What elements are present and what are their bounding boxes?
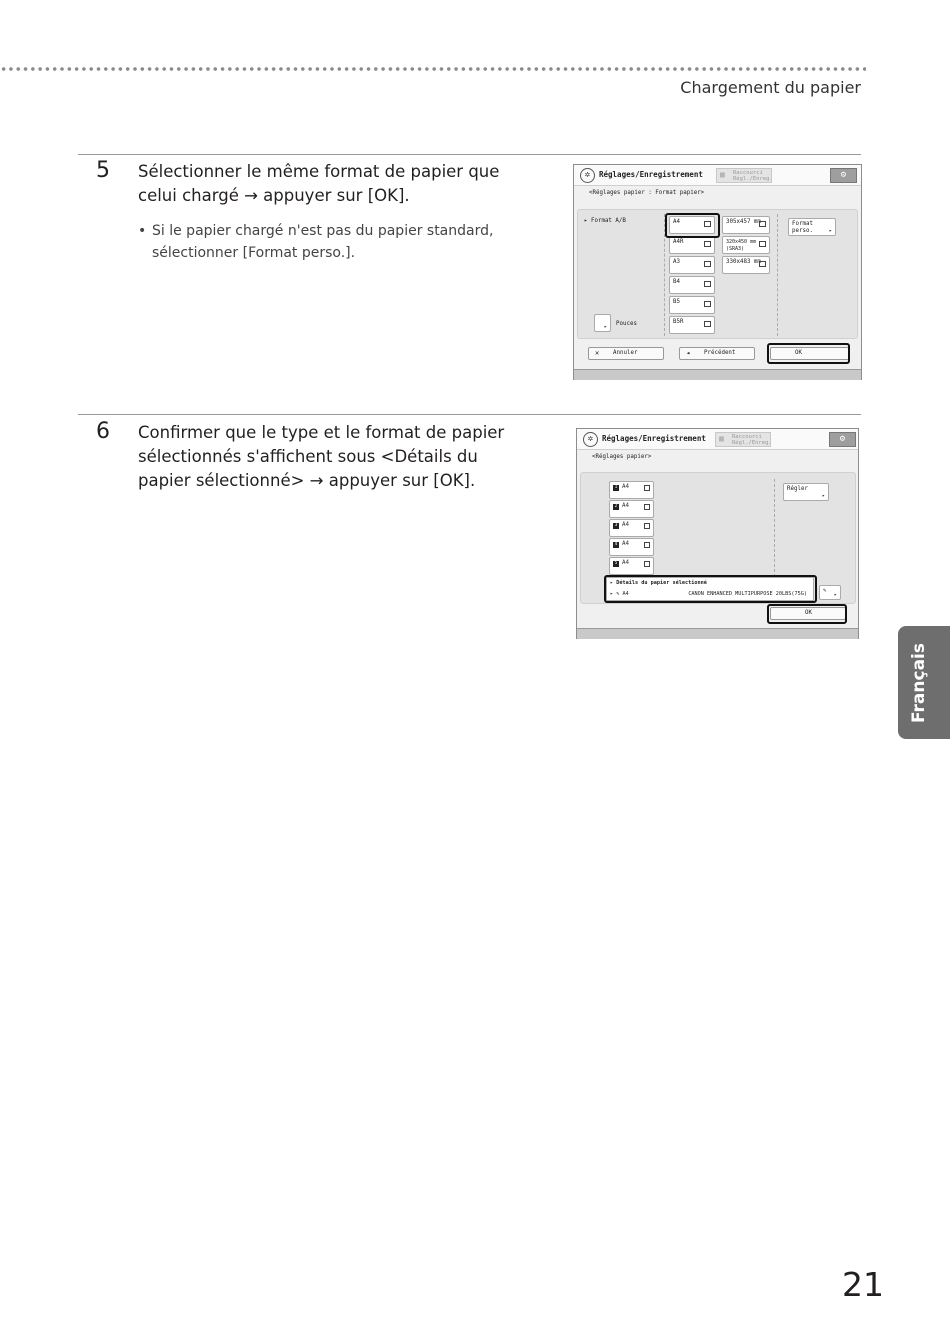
previous-button[interactable]: ◂ Précédent <box>679 347 755 360</box>
shortcut-icon: ▦ <box>720 170 725 179</box>
paper-type-edit-button[interactable]: ✎ ▸ <box>819 585 841 600</box>
screen-title-bar <box>577 429 858 450</box>
drawer-slot-3[interactable]: 3 A4 <box>609 519 654 537</box>
language-tab: Français <box>898 626 950 739</box>
settings-register-icon: ✲ <box>580 168 595 183</box>
status-bar <box>577 628 858 639</box>
settings-gear-button[interactable]: ⚙ <box>829 432 856 447</box>
adjust-button[interactable]: Régler ▸ <box>783 483 829 501</box>
size-key-a3[interactable]: A3 <box>669 256 715 274</box>
paper-settings-panel <box>580 472 856 604</box>
screenshot-paper-format <box>573 164 862 380</box>
back-icon: ◂ <box>686 349 691 357</box>
highlight-a4 <box>665 213 720 238</box>
size-key-a4r[interactable]: A4R <box>669 236 715 254</box>
format-panel <box>577 209 858 339</box>
page-number: 21 <box>842 1265 884 1304</box>
details-header: ▸ Détails du papier sélectionné <box>610 580 707 586</box>
header-dotted-rule <box>0 66 866 72</box>
size-key-b4[interactable]: B4 <box>669 276 715 294</box>
step-6-rule <box>78 414 861 415</box>
step-5-instruction: Sélectionner le même format de papier que celui chargé → appuyer sur [OK]. <box>138 162 500 205</box>
ok-button[interactable]: OK <box>770 607 846 620</box>
settings-register-icon: ✲ <box>583 432 598 447</box>
size-key-a4[interactable]: A4 <box>669 216 715 234</box>
ok-button[interactable]: OK <box>770 347 850 360</box>
shortcut-icon: ▦ <box>719 434 724 443</box>
step-5-number: 5 <box>96 158 110 183</box>
edit-icon: ✎ <box>823 588 827 594</box>
divider <box>774 479 775 577</box>
cancel-button[interactable]: ✕ Annuler <box>588 347 664 360</box>
drawer-slot-4[interactable]: 4 A4 <box>609 538 654 556</box>
screen-title: Réglages/Enregistrement <box>599 170 703 179</box>
shortcut-button[interactable]: ▦ Raccourci Régl./Enreg. <box>715 432 771 447</box>
inches-button[interactable]: ▸ <box>594 314 611 332</box>
highlight-ok <box>767 604 847 624</box>
screen-title-bar <box>574 165 861 186</box>
size-key-b5[interactable]: B5 <box>669 296 715 314</box>
close-icon: ✕ <box>595 349 600 357</box>
size-key-305x457[interactable]: 305x457 mm <box>722 216 770 234</box>
divider <box>777 214 778 336</box>
screen-breadcrumb: <Réglages papier : Format papier> <box>589 190 705 196</box>
size-key-b5r[interactable]: B5R <box>669 316 715 334</box>
step-5-note-text: Si le papier chargé n'est pas du papier standard, sélectionner [Format perso.]. <box>152 223 494 261</box>
step-6-number: 6 <box>96 419 110 444</box>
inches-label: Pouces <box>616 321 637 327</box>
format-ab-label: ▸ Format A/B <box>584 218 626 224</box>
screen-title: Réglages/Enregistrement <box>602 434 706 443</box>
step-5-rule <box>78 154 861 155</box>
drawer-slot-5[interactable]: 5 A4 <box>609 557 654 575</box>
settings-gear-button[interactable]: ⚙ <box>830 168 857 183</box>
page-header-title: Chargement du papier <box>680 78 861 97</box>
details-paper-type: CANON ENHANCED MULTIPURPOSE 20LBS(75G) <box>688 591 807 597</box>
screenshot-paper-settings <box>576 428 859 639</box>
bullet-dot: • <box>138 223 147 239</box>
highlight-details <box>604 575 817 603</box>
custom-size-button[interactable]: Format perso. ▸ <box>788 218 836 236</box>
drawer-slot-2[interactable]: 2 A4 <box>609 500 654 518</box>
size-key-sra3[interactable]: 320x450 mm (SRA3) <box>722 236 770 254</box>
highlight-ok <box>767 343 850 364</box>
details-size: ▸ ✎ A4 <box>610 591 629 597</box>
screen-breadcrumb: <Réglages papier> <box>592 454 652 460</box>
step-5-note <box>138 220 558 264</box>
shortcut-button[interactable]: ▦ Raccourci Régl./Enreg. <box>716 168 772 183</box>
status-bar <box>574 369 861 380</box>
drawer-slot-1[interactable]: 1 A4 <box>609 481 654 499</box>
size-key-330x483[interactable]: 330x483 mm <box>722 256 770 274</box>
step-6-instruction: Confirmer que le type et le format de papier sélectionnés s'affichent sous <Détails du papier sélectionné> → appuyer sur [OK]. <box>138 423 505 490</box>
